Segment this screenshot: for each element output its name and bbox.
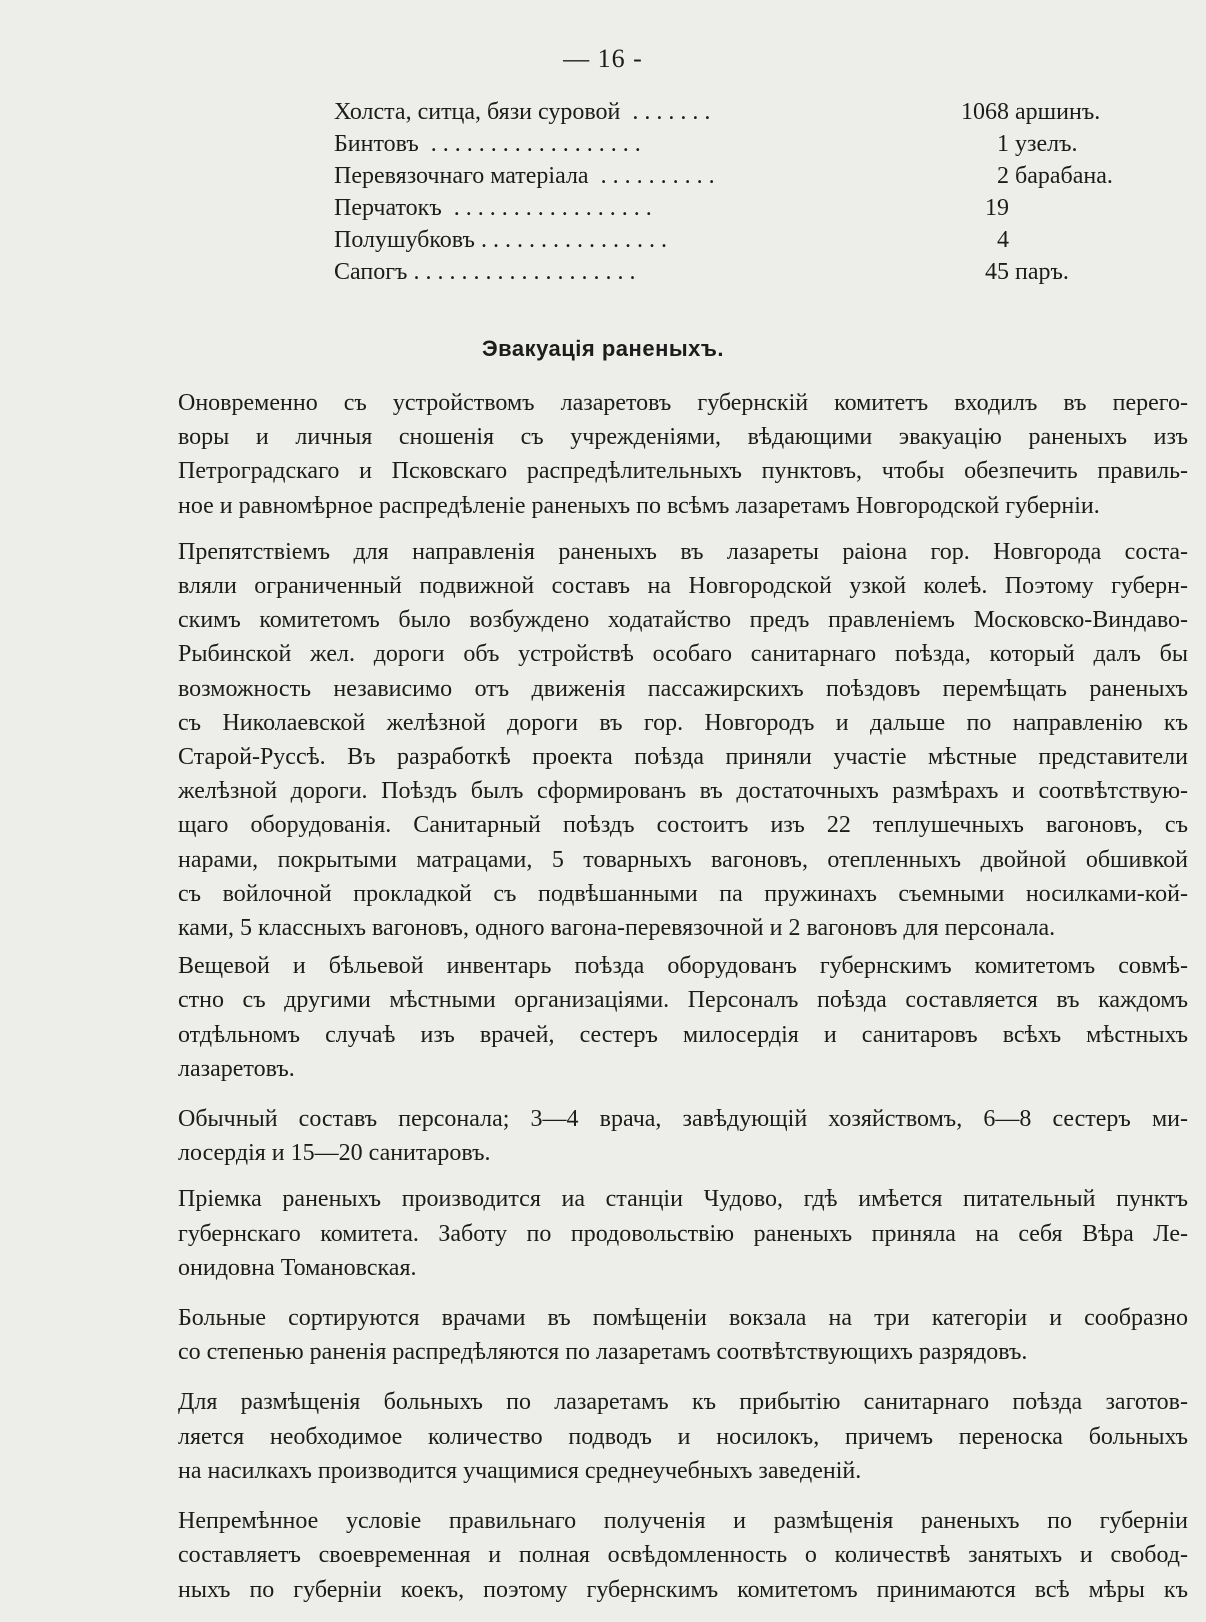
inventory-item-quantity: 19 [985,195,1009,221]
inventory-item-unit: барабана. [1015,163,1113,189]
inventory-item-unit: аршинъ. [1015,99,1101,125]
inventory-item-name: Бинтовъ . . . . . . . . . . . . . . . . . . [334,131,641,157]
inventory-item-name: Полушубковъ . . . . . . . . . . . . . . . . [334,227,667,253]
text-line: ками, 5 классныхъ вагоновъ, одного вагона-перевязочной и 2 вагоновъ для персонала. [178,915,1056,942]
text-line: со степенью раненія распредѣляются по лазаретамъ соотвѣтствующихъ разрядовъ. [178,1339,1028,1366]
text-line: губернскаго комитета. Заботу по продовольствію раненыхъ приняла на себя Вѣра Ле- [178,1220,1188,1247]
paragraph [178,1504,1188,1607]
inventory-item-unit: узелъ. [1015,131,1078,157]
inventory-item [334,256,1114,288]
paragraph [178,1385,1188,1488]
text-line: Обычный составъ персонала; 3—4 врача, завѣдующій хозяйствомъ, 6—8 сестеръ ми- [178,1106,1188,1133]
text-line: ныхъ по губерніи коекъ, поэтому губернскимъ комитетомъ принимаются всѣ мѣры къ [178,1576,1188,1603]
inventory-item [334,224,1114,256]
inventory-item-quantity: 4 [997,227,1009,253]
text-line: лазаретовъ. [178,1055,295,1082]
inventory-item [334,192,1114,224]
inventory-item [334,160,1114,192]
inventory-item-name: Перевязочнаго матеріала . . . . . . . . . . [334,163,715,189]
text-line: щаго оборудованія. Санитарный поѣздъ состоитъ изъ 22 теплушечныхъ вагоновъ, съ [178,812,1188,839]
inventory-item-unit: паръ. [1015,259,1069,285]
text-line: Больные сортируются врачами въ помѣщеніи вокзала на три категоріи и сообразно [178,1305,1188,1332]
inventory-item-name: Перчатокъ . . . . . . . . . . . . . . . . . [334,195,652,221]
inventory-item [334,96,1114,128]
text-line: Препятствіемъ для направленія раненыхъ въ лазареты раіона гор. Новгорода соста- [178,538,1188,565]
text-line: съ Николаевской желѣзной дороги въ гор. Новгородъ и дальше по направленію къ [178,709,1188,736]
text-line: возможность независимо отъ движенія пассажирскихъ поѣздовъ перемѣщать раненыхъ [178,675,1188,702]
paragraph [178,386,1188,523]
paragraph [178,949,1188,1086]
inventory-item-quantity: 1 [997,131,1009,157]
text-line: съ войлочной прокладкой съ подвѣшанными па пружинахъ съемными носилками-кой- [178,880,1188,907]
inventory-item [334,128,1114,160]
text-line: нарами, покрытыми матрацами, 5 товарныхъ вагоновъ, отепленныхъ двойной обшивкой [178,846,1188,873]
page-number: — 16 - [563,44,643,73]
text-line: ляется необходимое количество подводъ и носилокъ, причемъ переноска больныхъ [178,1423,1188,1450]
paragraph [178,1102,1188,1170]
text-line: Вещевой и бѣльевой инвентарь поѣзда оборудованъ губернскимъ комитетомъ совмѣ- [178,953,1188,980]
text-line: онидовна Томановская. [178,1254,417,1281]
text-line: желѣзной дороги. Поѣздъ былъ сформированъ въ достаточныхъ размѣрахъ и соотвѣтствую- [178,778,1188,805]
text-line: Старой-Руссѣ. Въ разработкѣ проекта поѣзда приняли участіе мѣстные представители [178,744,1188,771]
inventory-item-name: Сапогъ . . . . . . . . . . . . . . . . . . . [334,259,636,285]
inventory-item-name: Холста, ситца, бязи суровой . . . . . . . [334,99,711,125]
text-line: Пріемка раненыхъ производится иа станціи Чудово, гдѣ имѣется питательный пунктъ [178,1186,1188,1213]
section-title: Эвакуація раненыхъ. [481,336,725,361]
text-line: воры и личныя сношенія съ учрежденіями, вѣдающими эвакуацію раненыхъ изъ [178,424,1188,451]
text-line: отдѣльномъ случаѣ изъ врачей, сестеръ милосердія и санитаровъ всѣхъ мѣстныхъ [178,1021,1188,1048]
text-line: Петроградскаго и Псковскаго распредѣлительныхъ пунктовъ, чтобы обезпечить правиль- [178,458,1188,485]
paragraph [178,535,1188,945]
inventory-item-quantity: 1068 [961,99,1009,125]
text-line: скимъ комитетомъ было возбуждено ходатайство предъ правленіемъ Московско-Виндаво- [178,607,1188,634]
inventory-item-quantity: 45 [985,259,1009,285]
text-line: Непремѣнное условіе правильнаго полученія и размѣщенія раненыхъ по губерніи [178,1508,1188,1535]
paragraph [178,1182,1188,1285]
text-line: стно съ другими мѣстными организаціями. Персоналъ поѣзда составляется въ каждомъ [178,987,1188,1014]
text-line: на насилкахъ производится учащимися среднеучебныхъ заведеній. [178,1457,862,1484]
text-line: Оновременно съ устройствомъ лазаретовъ губернскій комитетъ входилъ въ перего- [178,390,1188,416]
text-line: вляли ограниченный подвижной составъ на Новгородской узкой колеѣ. Поэтому губерн- [178,573,1188,600]
text-line: ное и равномѣрное распредѣленіе раненыхъ по всѣмъ лазаретамъ Новгородской губерніи. [178,492,1100,519]
inventory-item-quantity: 2 [997,163,1009,189]
text-line: Рыбинской жел. дороги объ устройствѣ особаго санитарнаго поѣзда, который далъ бы [178,641,1188,668]
text-line: Для размѣщенія больныхъ по лазаретамъ къ прибытію санитарнаго поѣзда заготов- [178,1389,1188,1416]
body-text [178,386,1188,1607]
inventory-list [334,96,1114,288]
text-line: составляетъ своевременная и полная освѣдомленность о количествѣ занятыхъ и свобод- [178,1542,1188,1569]
text-line: лосердія и 15—20 санитаровъ. [178,1140,491,1167]
paragraph [178,1301,1188,1369]
